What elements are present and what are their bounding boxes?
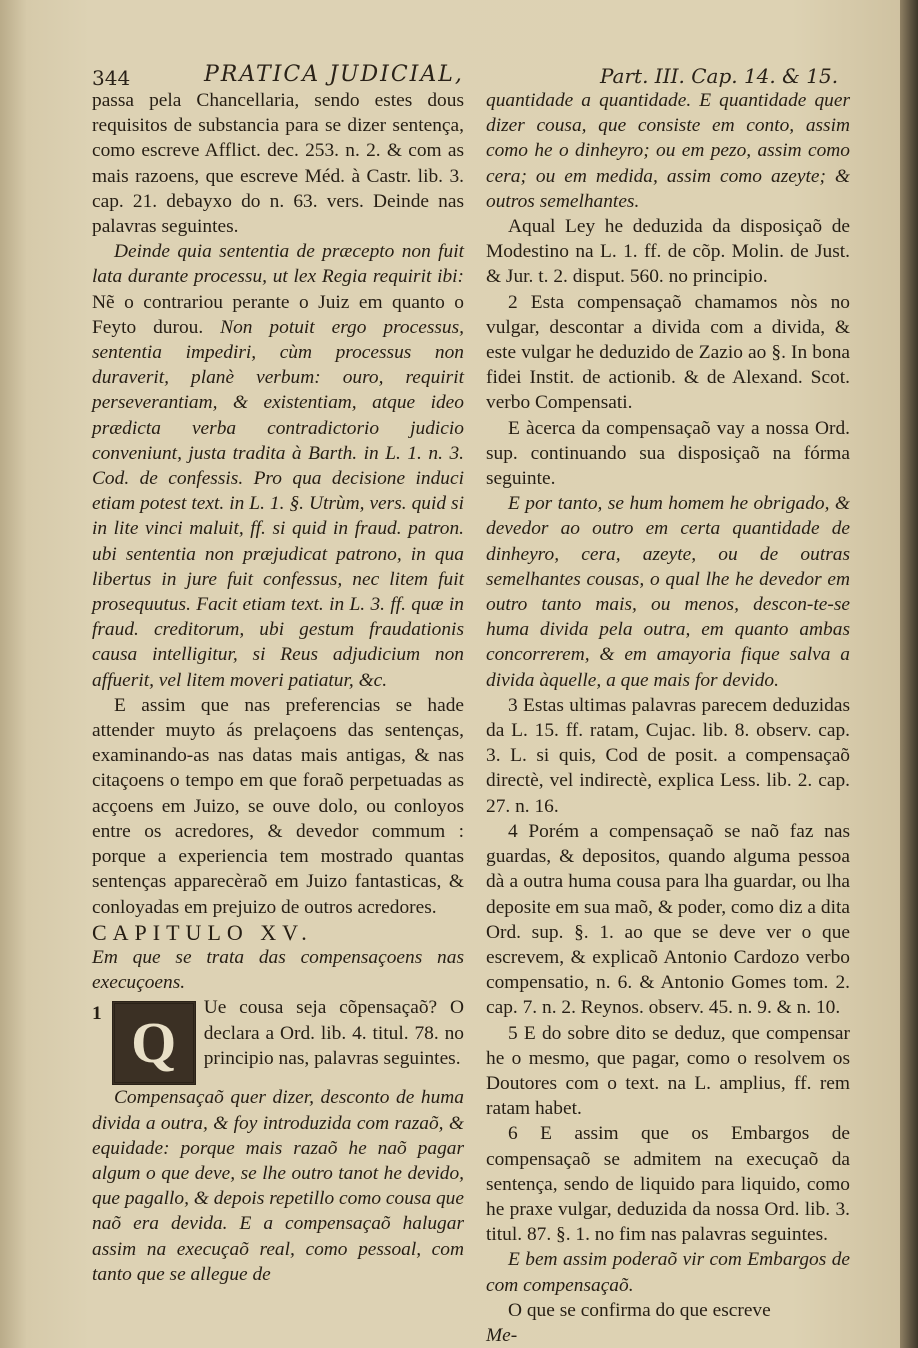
paragraph: E àcerca da compensaçaõ vay a nossa Ord. sup. continuando sua disposiçaõ na fórma seguinte. bbox=[486, 417, 850, 490]
paragraph: 5 E do sobre dito se deduz, que compensar he o mesmo, que pagar, como o resolvem os Doutores com o text. na L. amplius, ff. rem ratam habet. bbox=[486, 1022, 850, 1120]
paragraph: passa pela Chancellaria, sendo estes dous requisitos de substancia para se dizer sentença, como escreve Afflict. dec. 253. n. 2. & com as mais razoens, que escreve Méd. à Castr. lib. 3. cap. 21. debayxo do n. 63. vers. Deinde nas palavras seguintes. bbox=[92, 90, 464, 238]
running-title: PRATICA JUDICIAL, bbox=[204, 62, 464, 87]
paragraph-number: 1 bbox=[92, 1003, 102, 1025]
catchword: Me- bbox=[486, 1324, 518, 1346]
ornamental-dropcap: Q bbox=[112, 1001, 196, 1085]
paragraph: 2 Esta compensaçaõ chamamos nòs no vulgar, descontar a divida com a divida, & este vulgar he deduzido de Zazio ao §. In bona fidei Instit. de actionib. & de Alexand. Scot. verbo Compensati. bbox=[486, 291, 850, 414]
paragraph: Aqual Ley he deduzida da disposiçaõ de Modestino na L. 1. ff. de cõp. Molin. de Just. & Jur. t. 2. disput. 560. no principio. bbox=[486, 216, 850, 288]
ordinance-quotation: Compensaçaõ quer dizer, desconto de huma divida a outra, & foy introduzida com razaõ, & equidade: porque mais razaõ he naõ pagar algum o que deve, se lhe outro tanot he devido, que pagallo, & depois repetillo como cousa que naõ era devida. E a compensaçaõ halugar assim na execuçaõ real, como pessoal, com tanto que se allegue de bbox=[92, 1087, 464, 1285]
page-edge bbox=[900, 0, 918, 1348]
latin-quotation: Deinde quia sententia de præcepto non fuit lata durante processu, ut lex Regia requirit ibi: Nẽ o contrariou perante o Juiz em quanto o Feyto durou. Non potuit ergo processus, sententia impediri, cùm processus non duraverit, planè verbum: ouro, requirit perseverantiam, & existentiam, atque ideo prædicta verba contradictorio judicio conveniunt, justa tradita à Barth. in L. 1. n. 3. Cod. de confessis. Pro qua decisione induci etiam potest text. in L. 1. §. Utrùm, vers. quid si in lite vinci maluit, ff. si quid in fraud. patron. ubi sententia non præjudicat patrono, in qua libertus in jure fuit confessus, nec litem fuit prosequutus. Facit etiam text. in L. 3. ff. quæ in fraud. creditorum, ubi gestum fraudationis causa intelligitur, si Reus adjudicium non affuerit, vel litem moveri patiatur, &c. bbox=[92, 241, 464, 691]
page-number: 344 bbox=[92, 66, 131, 90]
ordinance-quotation: E por tanto, se hum homem he obrigado, & devedor ao outro em certa quantidade de dinheyro, cera, azeyte, ou de outras semelhantes cousas, o qual lhe he devedor em outro tanto mais, ou menos, descon-te-se huma divida pela outra, em quanto ambas concorrerem, & em amayoria fique salva a divida àquelle, a que mais for devido. bbox=[486, 493, 850, 691]
paragraph: Ue cousa seja cõpensaçaõ? O declara a Ord. lib. 4. titul. 78. no principio nas, palavras seguintes. bbox=[203, 997, 464, 1069]
left-column bbox=[92, 88, 464, 1287]
chapter-title: CAPITULO XV. bbox=[92, 919, 313, 945]
ordinance-quotation: E bem assim poderaõ vir com Embargos de com compensaçaõ. bbox=[486, 1249, 850, 1296]
paragraph: 3 Estas ultimas palavras parecem deduzidas da L. 15. ff. ratam, Cujac. lib. 8. observ. cap. 3. L. si quis, Cod de posit. a compensaçaõ directè, vel indirectè, explica Less. lib. 2. cap. 27. n. 16. bbox=[486, 694, 850, 817]
right-column bbox=[486, 88, 850, 1348]
chapter-opening bbox=[92, 995, 464, 1076]
part-chapter-reference: Part. III. Cap. 14. & 15. bbox=[600, 64, 839, 88]
chapter-subtitle: Em que se trata das compensaçoens nas execuçoens. bbox=[92, 946, 464, 994]
paragraph: 6 E assim que os Embargos de compensaçaõ se admitem na execuçaõ da sentença, sendo de liquido para liquido, como he praxe vulgar, deduzida da nossa Ord. lib. 3. titul. 87. §. 1. no fim nas palavras seguintes. bbox=[486, 1123, 850, 1246]
paragraph: E assim que nas preferencias se hade attender muyto ás prelaçoens das sentenças, examinando-as nas datas mais antigas, & nas citaçoens o tempo em que foraõ perpetuadas as acçoens em Juizo, se ouve dolo, ou conloyos entre os acredores, & devedor commum : porque a experiencia tem mostrado quantas sentenças apparecèraõ em Juizo fantasticas, & conloyadas em prejuizo de outros acredores. bbox=[92, 694, 464, 918]
paragraph: 4 Porém a compensaçaõ se naõ faz nas guardas, & depositos, quando alguma pessoa dà a outra huma cousa para lha guardar, ou lha deposite em sua maõ, & poder, como diz a dita Ord. sup. §. 1. ao que se deve ver o que escrevem, & explicaõ Antonio Cardozo verbo compensatio, n. 6. & Antonio Gomes tom. 2. cap. 7. n. 2. Reynos. observ. 45. n. 9. & n. 10. bbox=[486, 820, 850, 1019]
paragraph: O que se confirma do que escreve bbox=[508, 1299, 771, 1321]
ordinance-quotation: quantidade a quantidade. E quantidade quer dizer cousa, que consiste em conto, assim como he o dinheyro; ou em pezo, assim como cera; ou em medida, assim como azeyte; & outros semelhantes. bbox=[486, 90, 850, 212]
